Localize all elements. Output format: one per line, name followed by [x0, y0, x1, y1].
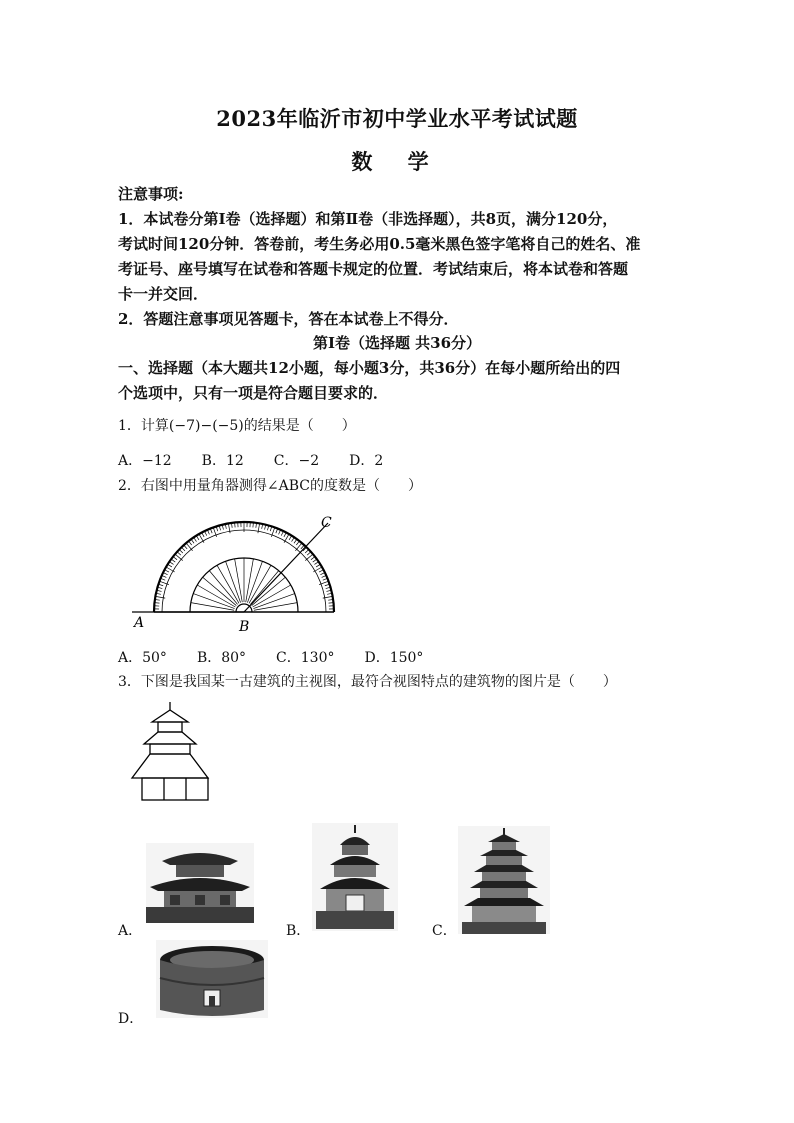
protractor-tick [314, 562, 318, 565]
protractor-tick [169, 562, 173, 565]
protractor-tick [305, 549, 309, 552]
q1-option-b: B．12 [201, 453, 244, 469]
protractor-tick [202, 533, 204, 537]
protractor-tick [305, 554, 313, 560]
notes-item1-line4: 卡一并交回． [118, 285, 209, 303]
label-a: A [134, 615, 145, 631]
protractor-tick [289, 536, 292, 540]
q2-option-c: C．130° [276, 650, 335, 666]
protractor-tick [319, 570, 323, 572]
notes-item1-line3: 考证号、座号填写在试卷和答题卡规定的位置．考试结束后，将本试卷和答题 [118, 260, 629, 278]
protractor-tick [175, 554, 183, 560]
protractor-tick [316, 564, 320, 567]
label-b: B [239, 619, 250, 635]
q2-stem: 2．右图中用量角器测得∠ABC的度数是（ ） [118, 478, 423, 494]
protractor-figure [118, 500, 358, 635]
building-d-image [156, 940, 268, 1018]
q3-option-a: A． [118, 923, 143, 939]
building-b-image [312, 823, 398, 931]
notes-item1-line1: 1．本试卷分第Ⅰ卷（选择题）和第Ⅱ卷（非选择题），共8页，满分120分， [118, 210, 618, 228]
q2-option-b: B．80° [196, 650, 247, 666]
protractor-ray [247, 561, 262, 602]
q1-stem: 1．计算(−7)−(−5)的结果是（ ） [118, 418, 356, 434]
protractor-tick [184, 545, 187, 549]
protractor-tick [296, 541, 299, 545]
subject-title: 数 学 [351, 149, 443, 174]
protractor-rays [191, 558, 297, 610]
protractor-tick [194, 537, 197, 541]
protractor-tick [179, 549, 183, 552]
protractor-tick [295, 543, 301, 551]
q2-options [118, 647, 453, 667]
protractor-tick [173, 557, 177, 560]
protractor-tick [307, 552, 311, 555]
protractor-tick [313, 559, 317, 562]
page-title: 2023年临沂市初中学业水平考试试题 [216, 106, 578, 131]
protractor-tick [191, 539, 194, 543]
protractor-ray [193, 594, 234, 609]
q3-option-b: B． [286, 923, 311, 939]
protractor-tick [186, 543, 192, 551]
protractor-tick [171, 559, 175, 562]
notes-heading: 注意事项: [118, 185, 184, 203]
q3-stem: 3．下图是我国某一古建筑的主视图，最符合视图特点的建筑物的图片是（ ） [118, 674, 617, 690]
section-intro-line1: 一、选择题（本大题共12小题，每小题3分，共36分）在每小题所给出的四 [118, 359, 621, 377]
protractor-ray [254, 603, 297, 611]
q1-options [118, 450, 413, 470]
q2-option-d: D．150° [364, 650, 424, 666]
building-a-image [146, 843, 254, 923]
q1-option-d: D．2 [349, 453, 384, 469]
protractor-ray [191, 603, 234, 611]
q1-option-a: A．−12 [118, 453, 172, 469]
protractor-tick [311, 557, 315, 560]
protractor-ray [235, 559, 243, 602]
ray-bc [244, 523, 328, 612]
section-heading: 第Ⅰ卷（选择题 共36分） [312, 334, 482, 352]
protractor-tick [181, 547, 184, 551]
protractor-tick [196, 536, 199, 540]
building-c-image [458, 826, 550, 934]
label-c: C [321, 515, 332, 531]
section-intro-line2: 个选项中，只有一项是符合题目要求的． [118, 384, 389, 402]
front-view-drawing [124, 700, 224, 805]
protractor-tick [177, 552, 181, 555]
notes-item1-line2: 考试时间120分钟．答卷前，考生务必用0.5毫米黑色签字笔将自己的姓名、准 [118, 235, 641, 253]
protractor-tick [292, 537, 295, 541]
protractor-tick [165, 570, 169, 572]
protractor-ray [226, 561, 241, 602]
notes-item2: 2．答题注意事项见答题卡，答在本试卷上不得分． [118, 310, 459, 328]
q2-option-a: A．50° [118, 650, 167, 666]
protractor-tick [168, 564, 172, 567]
q1-option-c: C．−2 [273, 453, 320, 469]
q3-option-c: C． [432, 923, 457, 939]
protractor-ray [246, 559, 254, 602]
protractor-tick [284, 533, 286, 537]
protractor-tick [189, 541, 192, 545]
q3-option-d: D． [118, 1011, 144, 1027]
protractor-tick [294, 539, 297, 543]
